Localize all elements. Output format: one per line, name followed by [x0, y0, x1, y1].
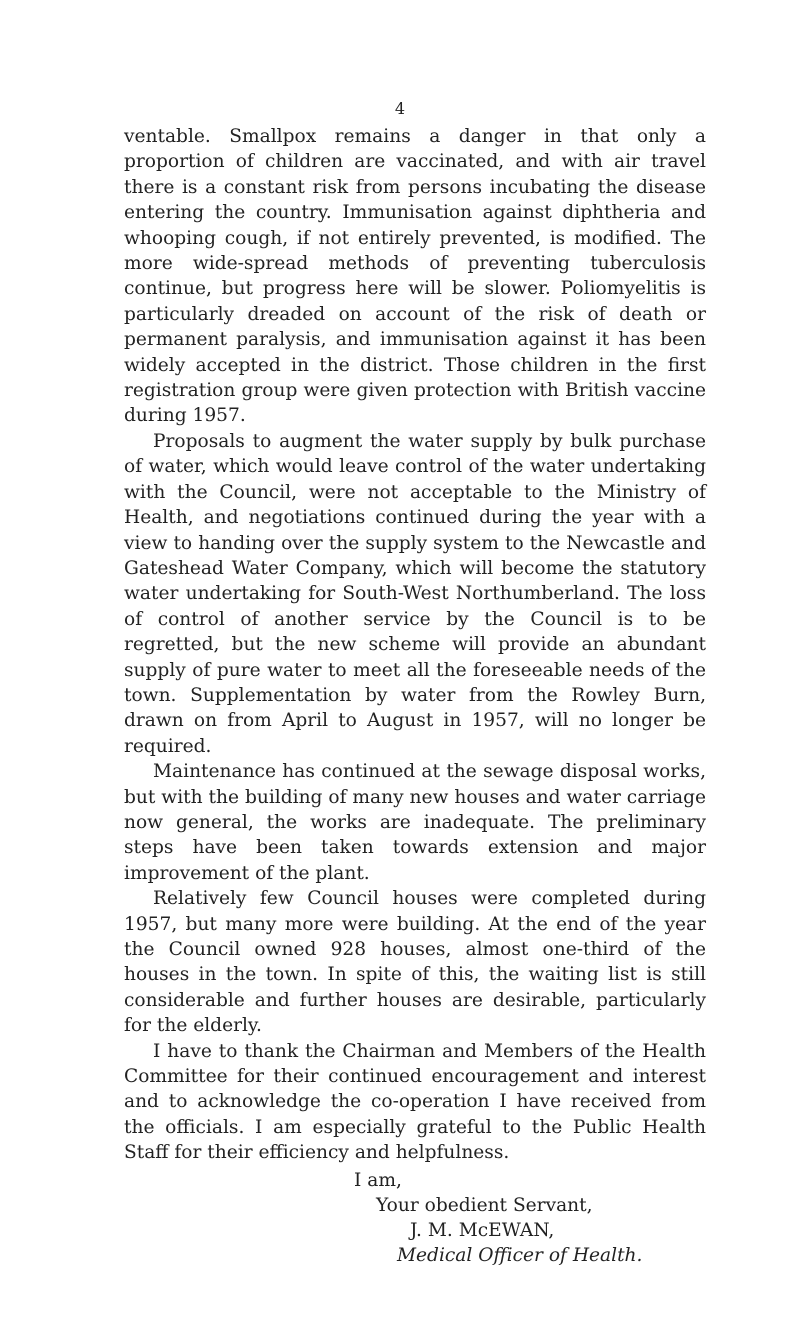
paragraph: Maintenance has continued at the sewage disposal works, but with the building of many new houses and water carriage now general, the works are inadequate. The preliminary steps have been taken towards extension and major improvement of the plant.	[124, 761, 706, 884]
signatory-name: J. M. McEWAN,	[410, 1220, 555, 1241]
paragraph: ventable. Smallpox remains a danger in that only a proportion of children are vaccinated, and with air travel there is a constant risk from persons incubating the disease entering the country. Immunisation against diphtheria and whooping cough, if not entirely prevented, is modified. The more wide-spread methods of preventing tuberculosis continue, but progress here will be slower. Poliomyelitis is particularly dreaded on account of the risk of death or permanent paralysis, and immunisation against it has been widely accepted in the district. Those children in the first registration group were given protection with British vaccine during 1957.	[124, 126, 706, 427]
paragraph: I have to thank the Chairman and Members of the Health Committee for their continued encouragement and interest and to acknowledge the co-operation I have received from the officials. I am especially grateful to the Public Health Staff for their efficiency and helpfulness.	[124, 1040, 706, 1164]
page-number: 4	[394, 99, 406, 118]
valediction: Your obedient Servant,	[376, 1195, 593, 1216]
paragraph: Proposals to augment the water supply by bulk purchase of water, which would leave control of the water undertaking with the Council, were not acceptable to the Ministry of Health, and negotiations continued during the year with a view to handing over the supply system to the Newcastle and Gateshead Water Company, which will become the statutory water undertaking for South-West Northumberland. The loss of control of another service by the Council is to be regretted, but the new scheme will provide an abundant supply of pure water to meet all the foreseeable needs of the town. Supplementation by water from the Rowley Burn, drawn on from April to August in 1957, will no longer be required.	[124, 430, 706, 757]
paragraph: Relatively few Council houses were completed during 1957, but many more were building. At the end of the year the Council owned 928 houses, almost one-third of the houses in the town. In spite of this, the waiting list is still considerable and further houses are desirable, particularly for the elderly.	[124, 888, 706, 1037]
signatory-title: Medical Officer of Health.	[397, 1245, 643, 1266]
letter-body	[124, 124, 706, 1166]
salutation: I am,	[354, 1170, 402, 1191]
